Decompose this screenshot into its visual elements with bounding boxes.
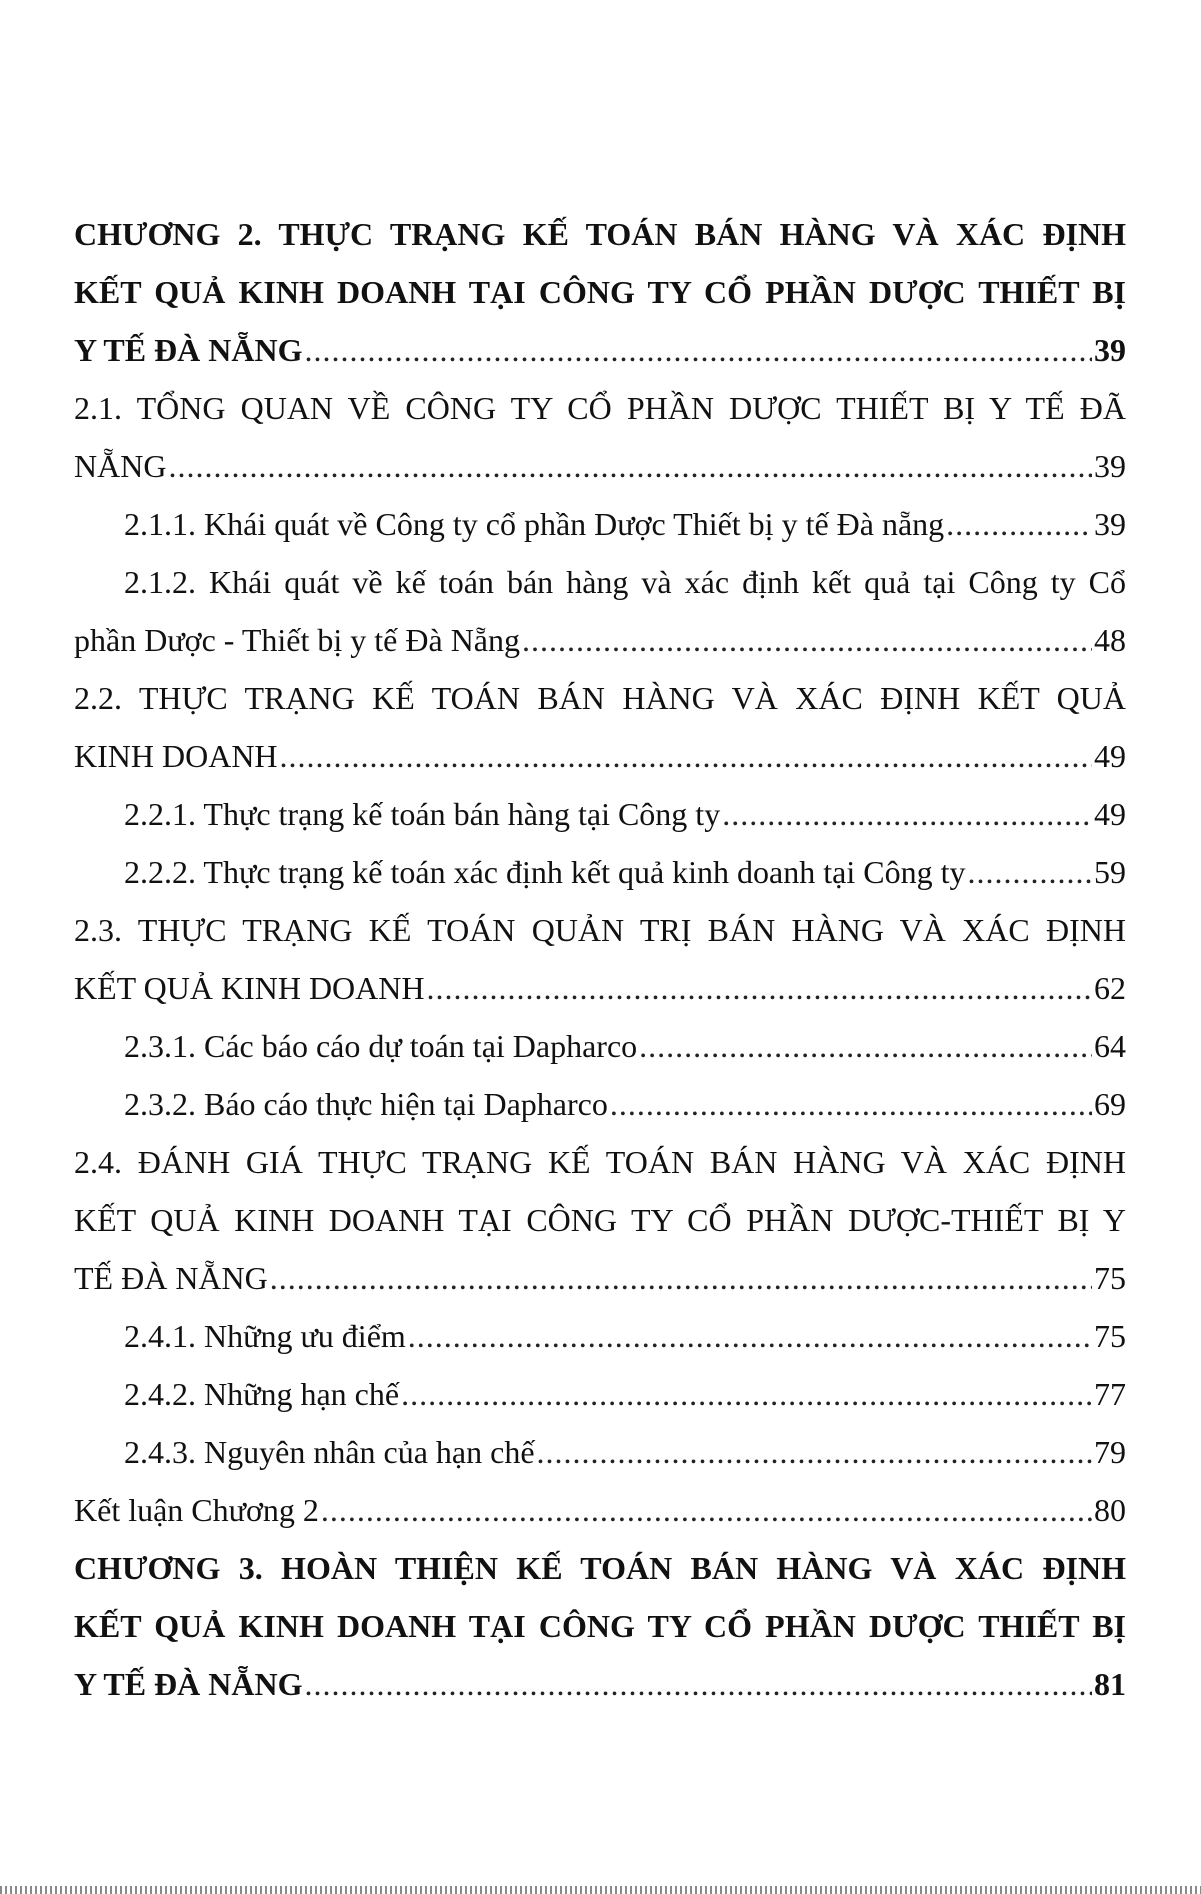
toc-entry-text-line: 2.4.1. Những ưu điểm xyxy=(124,1318,406,1354)
toc-entry-text-line: 2.2.2. Thực trạng kế toán xác định kết quả kinh doanh tại Công ty xyxy=(124,854,966,890)
toc-page-number: 39 xyxy=(1094,332,1126,368)
toc-entry-text-line: 2.3.1. Các báo cáo dự toán tại Dapharco xyxy=(124,1028,638,1064)
toc-entry-2-4[interactable] xyxy=(74,1133,1126,1307)
dot-leader xyxy=(304,321,1092,379)
toc-entry-text-line: Kết luận Chương 2 xyxy=(74,1492,319,1528)
toc-entry-last-line xyxy=(74,495,1126,553)
toc-entry-2-4-3[interactable] xyxy=(74,1423,1126,1481)
toc-entry-text-line: KINH DOANH xyxy=(74,738,278,774)
toc-entry-last-line xyxy=(74,1017,1126,1075)
toc-entry-text-line: phần Dược - Thiết bị y tế Đà Nẵng xyxy=(74,622,520,658)
dot-leader xyxy=(426,959,1092,1017)
toc-entry-last-line xyxy=(74,1481,1126,1539)
dot-leader xyxy=(304,1655,1092,1713)
dot-leader xyxy=(522,611,1092,669)
toc-page-number: 59 xyxy=(1094,854,1126,890)
dot-leader xyxy=(321,1481,1092,1539)
toc-entry-text-line: 2.3. THỰC TRẠNG KẾ TOÁN QUẢN TRỊ BÁN HÀNG VÀ XÁC ĐỊNH xyxy=(74,912,1126,948)
toc-entry-last-line xyxy=(74,959,1126,1017)
dot-leader xyxy=(722,785,1092,843)
dot-leader xyxy=(967,843,1092,901)
toc-entry-2-3-2[interactable] xyxy=(74,1075,1126,1133)
toc-entry-text-line: CHƯƠNG 3. HOÀN THIỆN KẾ TOÁN BÁN HÀNG VÀ XÁC ĐỊNH xyxy=(74,1550,1126,1586)
toc-entry-2-3[interactable] xyxy=(74,901,1126,1017)
toc-entry-last-line xyxy=(74,1655,1126,1713)
toc-page-number: 69 xyxy=(1094,1086,1126,1122)
table-of-contents xyxy=(74,205,1126,1713)
toc-entry-text-line: 2.1.1. Khái quát về Công ty cổ phần Dược Thiết bị y tế Đà nẵng xyxy=(124,506,945,542)
dot-leader xyxy=(401,1365,1092,1423)
toc-entry-text-line: KẾT QUẢ KINH DOANH TẠI CÔNG TY CỔ PHẦN DƯỢC THIẾT BỊ xyxy=(74,1608,1126,1644)
toc-page-number: 77 xyxy=(1094,1376,1126,1412)
toc-entry-chapter-3[interactable] xyxy=(74,1539,1126,1713)
toc-entry-text-line: NẴNG xyxy=(74,448,167,484)
toc-entry-text-line: 2.2. THỰC TRẠNG KẾ TOÁN BÁN HÀNG VÀ XÁC ĐỊNH KẾT QUẢ xyxy=(74,680,1126,716)
toc-entry-2-3-1[interactable] xyxy=(74,1017,1126,1075)
toc-entry-2-2[interactable] xyxy=(74,669,1126,785)
toc-page-number: 39 xyxy=(1094,448,1126,484)
toc-entry-last-line xyxy=(74,727,1126,785)
toc-entry-text-line: 2.4.3. Nguyên nhân của hạn chế xyxy=(124,1434,535,1470)
toc-page-number: 75 xyxy=(1094,1318,1126,1354)
toc-page-number: 64 xyxy=(1094,1028,1126,1064)
toc-entry-text-line: KẾT QUẢ KINH DOANH xyxy=(74,970,425,1006)
toc-page-number: 75 xyxy=(1094,1260,1126,1296)
dot-leader xyxy=(270,1249,1092,1307)
toc-entry-last-line xyxy=(74,611,1126,669)
toc-entry-last-line xyxy=(74,437,1126,495)
toc-page-number: 80 xyxy=(1094,1492,1126,1528)
toc-entry-last-line xyxy=(74,1307,1126,1365)
toc-entry-2-4-2[interactable] xyxy=(74,1365,1126,1423)
toc-page-number: 48 xyxy=(1094,622,1126,658)
toc-entry-2-1[interactable] xyxy=(74,379,1126,495)
toc-entry-2-1-1[interactable] xyxy=(74,495,1126,553)
toc-entry-last-line xyxy=(74,1075,1126,1133)
toc-entry-chapter-2[interactable] xyxy=(74,205,1126,379)
toc-entry-text-line: 2.2.1. Thực trạng kế toán bán hàng tại Công ty xyxy=(124,796,721,832)
toc-entry-last-line xyxy=(74,785,1126,843)
toc-entry-text-line: Y TẾ ĐÀ NẴNG xyxy=(74,1666,303,1702)
dot-leader xyxy=(168,437,1092,495)
toc-entry-2-4-1[interactable] xyxy=(74,1307,1126,1365)
toc-page-number: 49 xyxy=(1094,796,1126,832)
toc-entry-text-line: 2.1.2. Khái quát về kế toán bán hàng và xác định kết quả tại Công ty Cổ xyxy=(124,564,1126,600)
toc-entry-last-line xyxy=(74,321,1126,379)
toc-page-number: 62 xyxy=(1094,970,1126,1006)
toc-entry-last-line xyxy=(74,1423,1126,1481)
toc-page-number: 79 xyxy=(1094,1434,1126,1470)
toc-entry-2-2-1[interactable] xyxy=(74,785,1126,843)
toc-entry-last-line xyxy=(74,1249,1126,1307)
scan-edge-divider xyxy=(0,1886,1201,1894)
toc-page-number: 81 xyxy=(1094,1666,1126,1702)
toc-entry-text-line: KẾT QUẢ KINH DOANH TẠI CÔNG TY CỔ PHẦN DƯỢC THIẾT BỊ xyxy=(74,274,1126,310)
toc-entry-text-line: Y TẾ ĐÀ NẴNG xyxy=(74,332,303,368)
toc-entry-text-line: CHƯƠNG 2. THỰC TRẠNG KẾ TOÁN BÁN HÀNG VÀ XÁC ĐỊNH xyxy=(74,216,1126,252)
dot-leader xyxy=(280,727,1092,785)
dot-leader xyxy=(537,1423,1092,1481)
dot-leader xyxy=(946,495,1092,553)
toc-entry-text-line: 2.4.2. Những hạn chế xyxy=(124,1376,400,1412)
toc-page-number: 49 xyxy=(1094,738,1126,774)
dot-leader xyxy=(639,1017,1092,1075)
toc-entry-last-line xyxy=(74,843,1126,901)
dot-leader xyxy=(408,1307,1092,1365)
toc-entry-text-line: KẾT QUẢ KINH DOANH TẠI CÔNG TY CỔ PHẦN DƯỢC-THIẾT BỊ Y xyxy=(74,1202,1126,1238)
toc-page-number: 39 xyxy=(1094,506,1126,542)
toc-entry-text-line: 2.1. TỔNG QUAN VỀ CÔNG TY CỔ PHẦN DƯỢC THIẾT BỊ Y TẾ ĐÃ xyxy=(74,390,1126,426)
toc-entry-text-line: TẾ ĐÀ NẴNG xyxy=(74,1260,268,1296)
toc-entry-last-line xyxy=(74,1365,1126,1423)
toc-entry-text-line: 2.3.2. Báo cáo thực hiện tại Dapharco xyxy=(124,1086,608,1122)
toc-entry-2-1-2[interactable] xyxy=(74,553,1126,669)
dot-leader xyxy=(610,1075,1092,1133)
toc-entry-2-2-2[interactable] xyxy=(74,843,1126,901)
toc-entry-chapter-2-conclusion[interactable] xyxy=(74,1481,1126,1539)
toc-entry-text-line: 2.4. ĐÁNH GIÁ THỰC TRẠNG KẾ TOÁN BÁN HÀNG VÀ XÁC ĐỊNH xyxy=(74,1144,1126,1180)
